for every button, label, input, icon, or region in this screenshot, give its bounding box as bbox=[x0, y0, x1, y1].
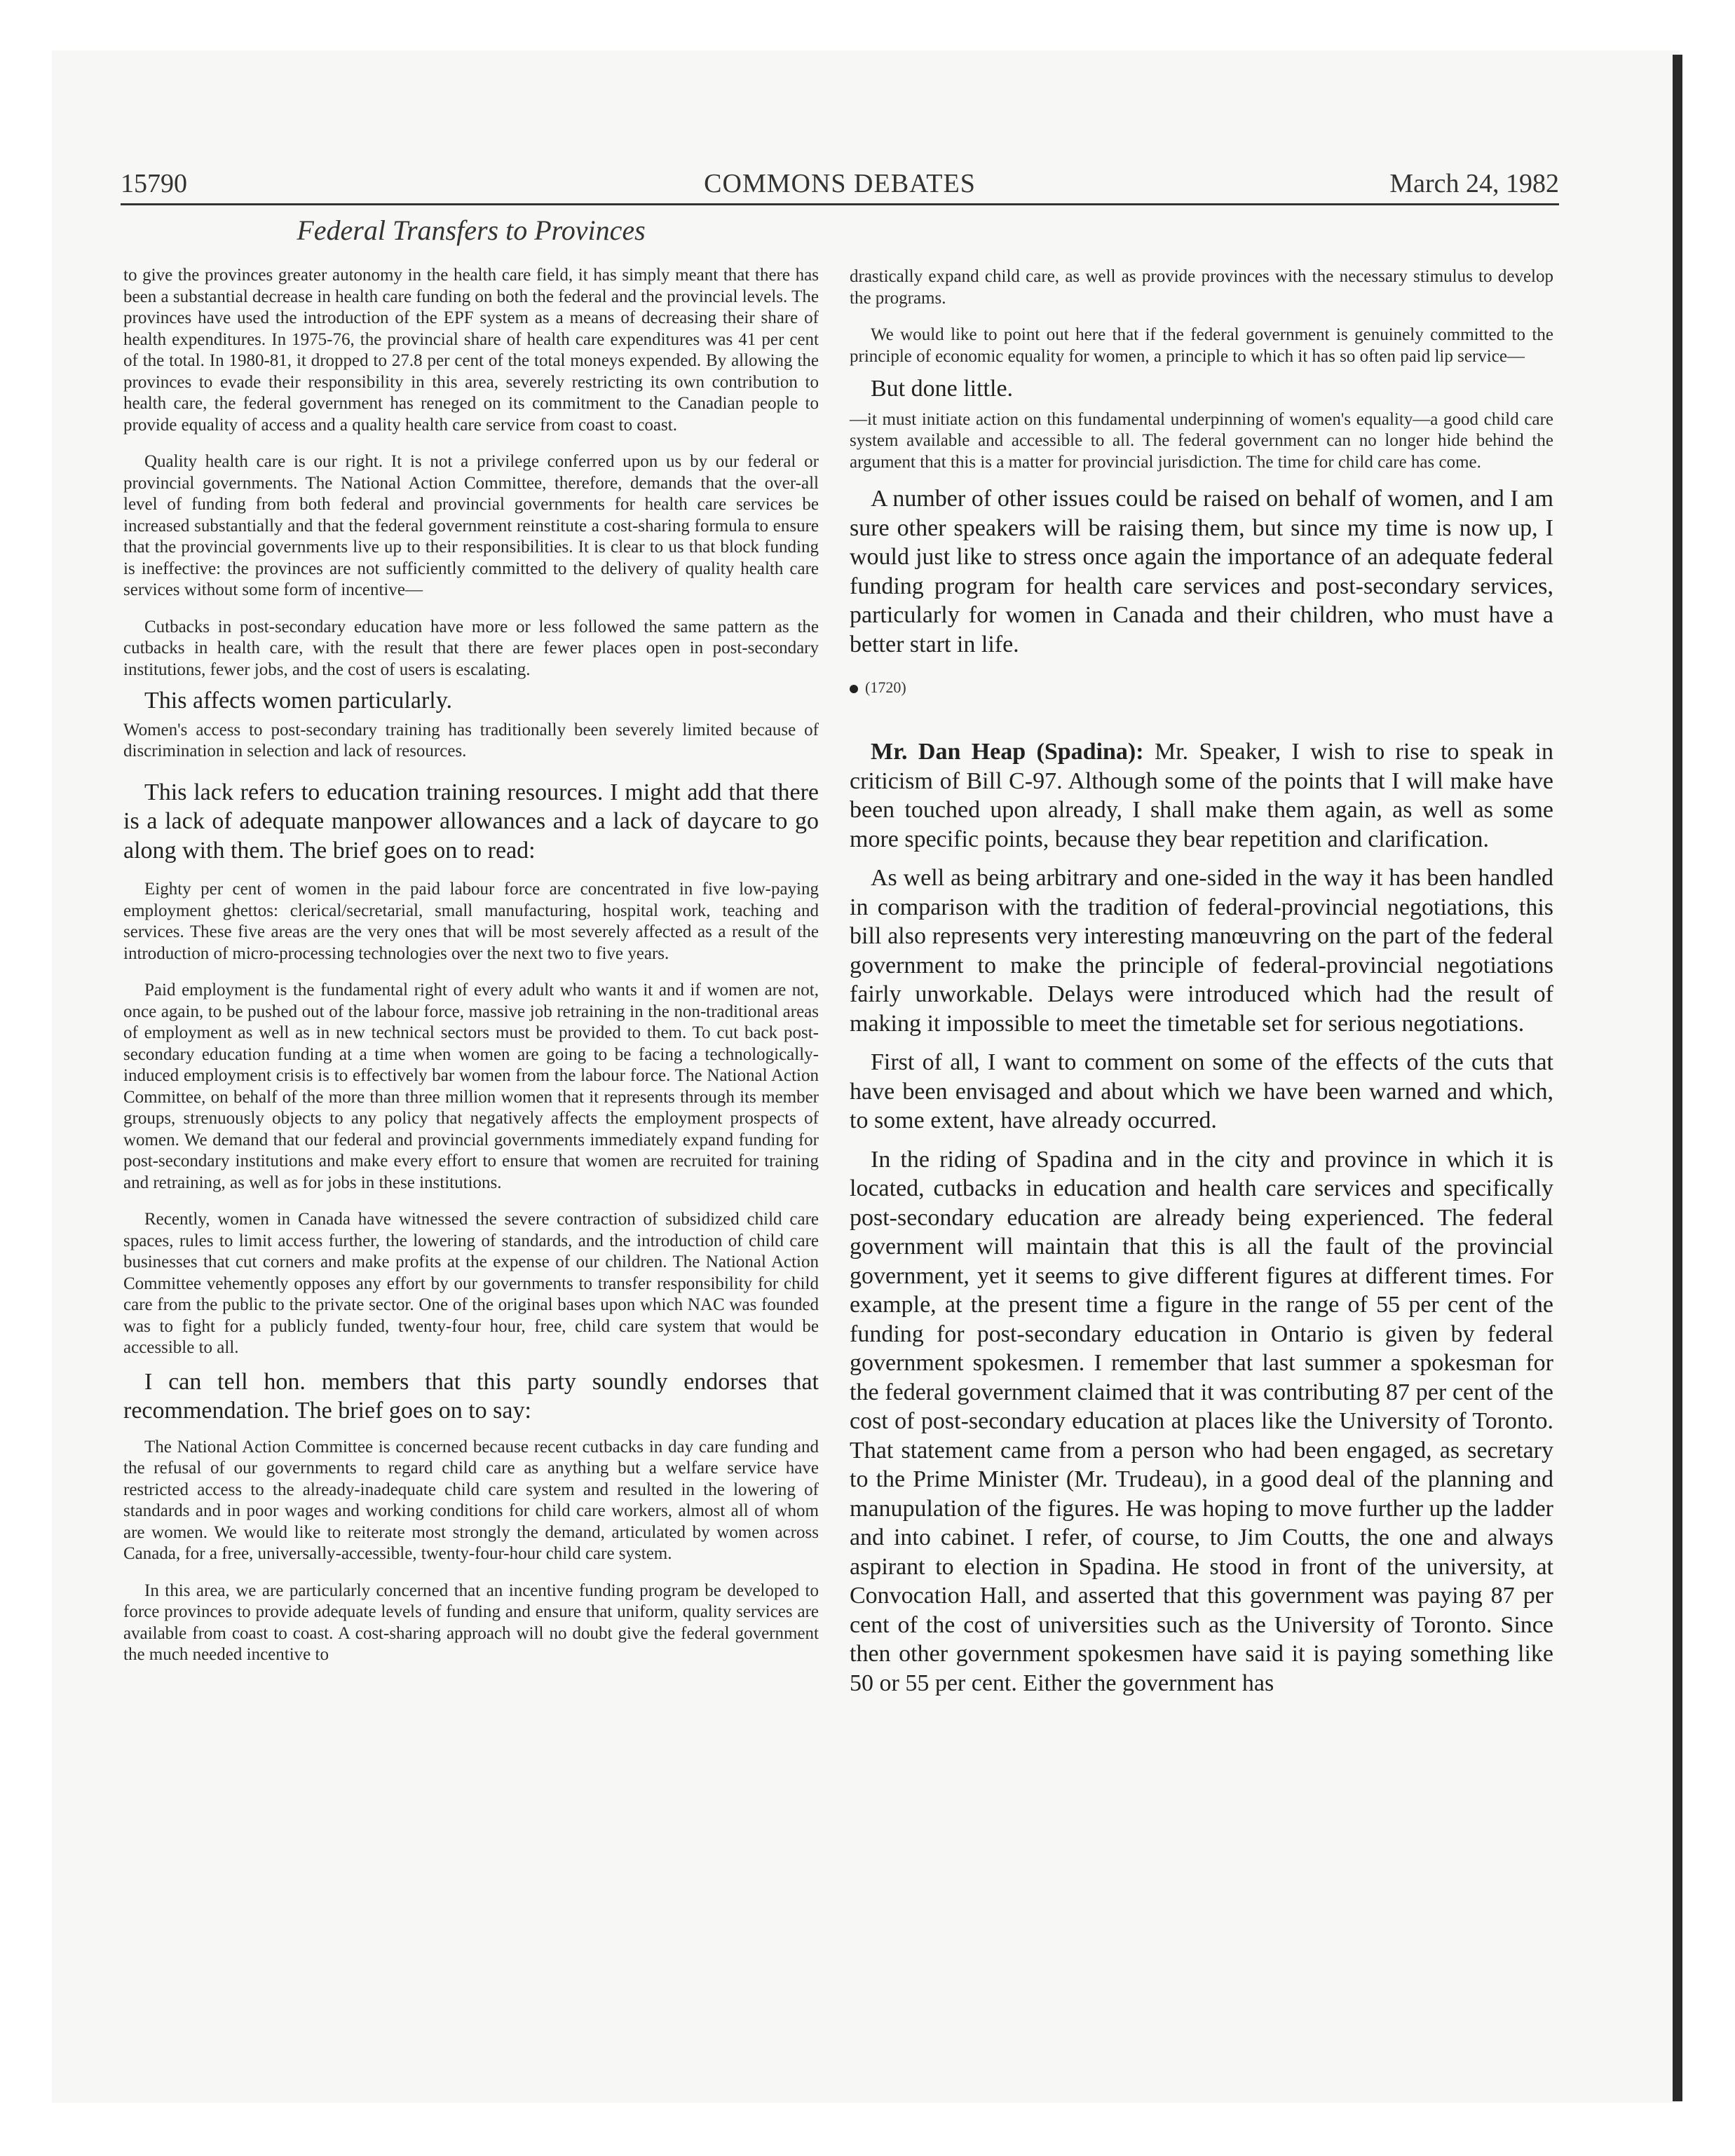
quote-paragraph: drastically expand child care, as well as provide provinces with the necessary stimulus to develop the programs. bbox=[850, 267, 1553, 308]
quote-paragraph: to give the provinces greater autonomy in the health care field, it has simply meant that there has been a substantial decrease in health care funding on both the federal and the provincial levels. The provinces have used the introduction of the EPF system as a means of decreasing their share of health expenditures. In 1975-76, the provincial share of health care expenditures was 41 per cent of the total. In 1980-81, it dropped to 27.8 per cent of the total moneys expended. By allowing the provinces to evade their responsibility in this area, severely restricting its own contribution to health care, the federal government has reneged on its commitment to the Canadian people to provide equality of access and a quality health care service from coast to coast. bbox=[123, 266, 819, 435]
page-number: 15790 bbox=[121, 169, 187, 198]
time-marker bbox=[850, 678, 1553, 697]
scan-edge-shadow bbox=[1673, 55, 1682, 2101]
page-header bbox=[121, 168, 1559, 203]
bullet-icon bbox=[850, 685, 858, 693]
time-marker-text: (1720) bbox=[865, 678, 906, 696]
quote-paragraph: —it must initiate action on this fundamental underpinning of women's equality—a good child care system available and accessible to all. The federal government can no longer hide behind the argument that this is a matter for provincial jurisdiction. The time for child care has come. bbox=[850, 409, 1553, 472]
quote-paragraph: Eighty per cent of women in the paid labour force are concentrated in five low-paying employment ghettos: clerical/secretarial, small manufacturing, hospital work, teaching and services. These five areas are the very ones that will be most severely affected as a result of the introduction of micro-processing technologies over the next two to five years. bbox=[123, 880, 819, 963]
section-subheading: Federal Transfers to Provinces bbox=[297, 214, 646, 246]
speech-paragraph bbox=[850, 737, 1553, 854]
speech-text: Mr. Speaker, I wish to rise to speak in criticism of Bill C-97. Although some of the points that I will make have been touched upon already, I shall make them again, as well as some more specific points, because they bear repetition and clarification. bbox=[850, 739, 1554, 852]
quote-paragraph: Women's access to post-secondary training has traditionally been severely limited because of discrimination in selection and lack of resources. bbox=[123, 720, 819, 760]
quote-paragraph: The National Action Committee is concerned because recent cutbacks in day care funding and the refusal of our governments to regard child care as anything but a welfare service have restricted access to the already-inadequate child care system and resulted in the lowering of standards and in poor wages and working conditions for child care workers, almost all of whom are women. We would like to reiterate most strongly the demand, articulated by women across Canada, for a free, universally-accessible, twenty-four-hour child care system. bbox=[123, 1437, 819, 1563]
speech-paragraph: In the riding of Spadina and in the city and province in which it is located, cutbacks in education and health care services and specifically post-secondary education are already being experienced. The federal government will maintain that this is all the fault of the provincial government, yet it seems to give different figures at different times. For example, at the present time a figure in the range of 55 per cent of the funding for post-secondary education in Ontario is given by federal government spokesmen. I remember that last summer a spokesman for the federal government claimed that it was contributing 87 per cent of the cost of post-secondary education at places like the University of Toronto. That statement came from a person who had been engaged, as secretary to the Prime Minister (Mr. Trudeau), in a good deal of the planning and manupulation of the figures. He was hoping to move further up the ladder and into cabinet. I refer, of course, to Jim Coutts, the one and always aspirant to election in Spadina. He stood in front of the university, at Convocation Hall, and asserted that this government was paying 87 per cent of the cost of universities such as the University of Toronto. Since then other government spokesmen have said it is paying something like 50 or 55 per cent. Either the government has bbox=[850, 1146, 1553, 1696]
speech-paragraph: First of all, I want to comment on some of the effects of the cuts that have been envisaged and about which we have been warned and which, to some extent, have already occurred. bbox=[850, 1049, 1553, 1133]
right-column bbox=[850, 266, 1553, 1707]
quote-paragraph: Quality health care is our right. It is not a privilege conferred upon us by our federal or provincial governments. The National Action Committee, therefore, demands that the over-all level of funding from both federal and provincial governments for health care services be increased substantially and that the federal government reinstitute a cost-sharing formula to ensure that the provincial governments live up to their responsibilities. It is clear to us that block funding is ineffective: the provinces are not sufficiently committed to the delivery of quality health care services without some form of incentive— bbox=[123, 452, 819, 599]
publication-title: COMMONS DEBATES bbox=[704, 169, 976, 198]
header-rule bbox=[121, 203, 1559, 205]
speech-paragraph: This affects women particularly. bbox=[144, 688, 453, 714]
speech-paragraph: I can tell hon. members that this party soundly endorses that recommendation. The brief goes on to say: bbox=[123, 1368, 819, 1424]
quote-paragraph: Recently, women in Canada have witnessed the severe contraction of subsidized child care spaces, rules to limit access further, the lowering of standards, and the introduction of child care businesses that cut corners and make profits at the expense of our children. The National Action Committee vehemently opposes any effort by our governments to transfer responsibility for child care from the public to the private sector. One of the original bases upon which NAC was founded was to fight for a publicly funded, twenty-four hour, free, child care system that would be accessible to all. bbox=[123, 1210, 819, 1357]
speech-paragraph: As well as being arbitrary and one-sided in the way it has been handled in comparison with the tradition of federal-provincial negotiations, this bill also represents very interesting manœuvring on the part of the federal government to make the principle of federal-provincial negotiations fairly unworkable. Delays were introduced which had the result of making it impossible to meet the timetable set for serious negotiations. bbox=[850, 865, 1553, 1037]
quote-paragraph: Paid employment is the fundamental right of every adult who wants it and if women are not, once again, to be pushed out of the labour force, massive job retraining in the non-traditional areas of employment as well as in new technical sectors must be provided to them. To cut back post-secondary education funding at a time when women are going to be facing a technologically-induced employment crisis is to effectively bar women from the labour force. The National Action Committee, on behalf of the more than three million women that it represents through its member groups, strenuously objects to any policy that negatively affects the employment prospects of women. We demand that our federal and provincial governments immediately expand funding for post-secondary institutions and make every effort to ensure that women are recruited for training and retraining, as well as for jobs in these institutions. bbox=[123, 981, 819, 1192]
left-column bbox=[123, 265, 819, 1681]
page-date: March 24, 1982 bbox=[1389, 169, 1559, 198]
speech-paragraph: A number of other issues could be raised on behalf of women, and I am sure other speakers will be raising them, but since my time is now up, I would just like to stress once again the importance of an adequate federal funding program for health care services and post-secondary services, particularly for women in Canada and their children, who must have a better start in life. bbox=[850, 486, 1553, 657]
quote-paragraph: In this area, we are particularly concerned that an incentive funding program be developed to force provinces to provide adequate levels of funding and ensure that uniform, quality services are available from coast to coast. A cost-sharing approach will no doubt give the federal government the much needed incentive to bbox=[123, 1581, 819, 1664]
speech-paragraph: This lack refers to education training resources. I might add that there is a lack of adequate manpower allowances and a lack of daycare to go along with them. The brief goes on to read: bbox=[123, 779, 819, 864]
quote-paragraph: We would like to point out here that if the federal government is genuinely committed to the principle of economic equality for women, a principle to which it has so often paid lip service— bbox=[850, 325, 1553, 366]
quote-paragraph: Cutbacks in post-secondary education have more or less followed the same pattern as the cutbacks in health care, with the result that there are fewer places open in post-secondary institutions, fewer jobs, and the cost of users is escalating. bbox=[123, 617, 819, 679]
speaker-name: Mr. Dan Heap (Spadina): bbox=[871, 739, 1144, 765]
speech-paragraph: But done little. bbox=[871, 376, 1014, 402]
